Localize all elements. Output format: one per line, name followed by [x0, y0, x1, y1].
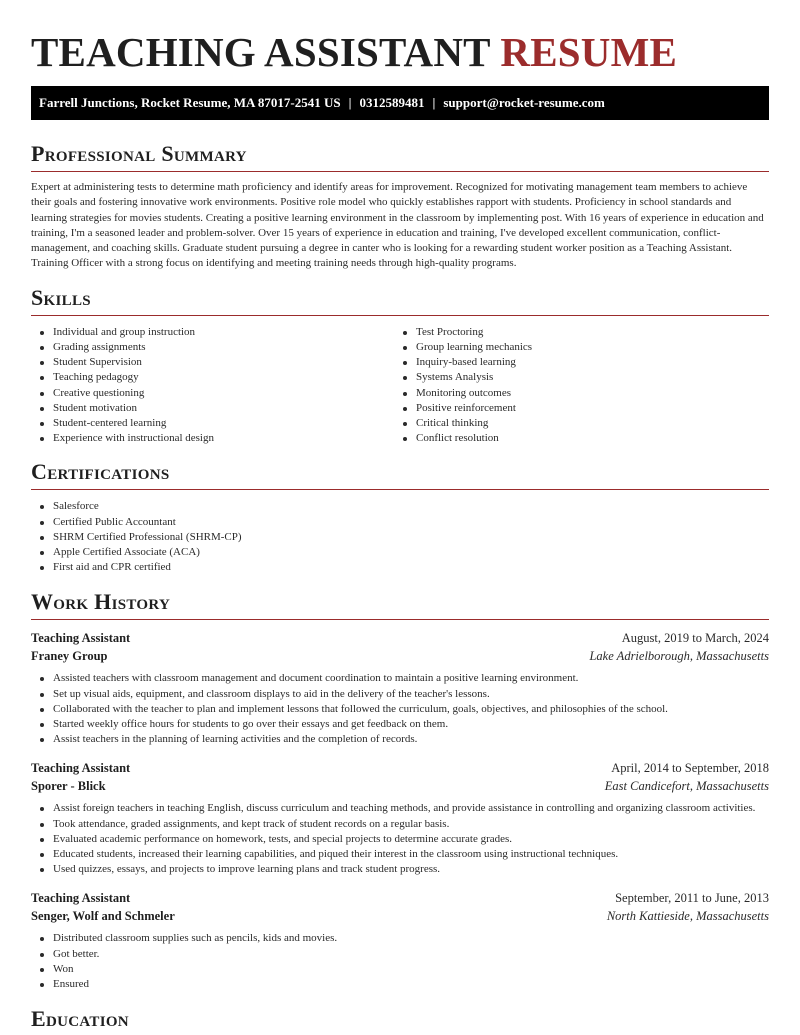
job-duty-item: Set up visual aids, equipment, and classroom displays to aid in the delivery of the teacher's lessons. [31, 687, 769, 702]
skill-item: Inquiry-based learning [394, 355, 757, 370]
job-dates: September, 2011 to June, 2013 [615, 891, 769, 906]
skill-item: Student motivation [31, 401, 394, 416]
skill-item: Student-centered learning [31, 416, 394, 431]
job-duty-item: Distributed classroom supplies such as pencils, kids and movies. [31, 931, 769, 946]
skills-list-right [394, 325, 757, 447]
job-entry [31, 759, 769, 877]
job-location: East Candicefort, Massachusetts [604, 779, 769, 794]
skills-grid [31, 325, 769, 447]
certification-item: Certified Public Accountant [31, 515, 769, 530]
contact-separator: | [348, 95, 352, 110]
job-duties-list [31, 801, 769, 877]
job-duty-item: Won [31, 962, 769, 977]
skill-item: Test Proctoring [394, 325, 757, 340]
job-title: Teaching Assistant [31, 891, 131, 906]
contact-bar [31, 86, 769, 120]
skill-item: Individual and group instruction [31, 325, 394, 340]
certification-item: Salesforce [31, 499, 769, 514]
job-entry [31, 629, 769, 747]
contact-separator: | [432, 95, 436, 110]
job-dates: August, 2019 to March, 2024 [621, 631, 769, 646]
job-header-row [31, 759, 769, 777]
skill-item: Experience with instructional design [31, 431, 394, 446]
job-duty-item: Used quizzes, essays, and projects to improve learning plans and track student progress. [31, 862, 769, 877]
job-company-row [31, 647, 769, 665]
skill-item: Critical thinking [394, 416, 757, 431]
job-header-row [31, 889, 769, 907]
title-main: TEACHING ASSISTANT [31, 29, 490, 75]
skills-heading: Skills [31, 285, 769, 316]
job-duties-list [31, 671, 769, 747]
job-entry [31, 889, 769, 992]
skill-item: Group learning mechanics [394, 340, 757, 355]
job-duty-item: Started weekly office hours for students to go over their essays and get feedback on them. [31, 717, 769, 732]
skill-item: Conflict resolution [394, 431, 757, 446]
certifications-heading: Certifications [31, 459, 769, 490]
skill-item: Monitoring outcomes [394, 386, 757, 401]
education-heading: Education [31, 1006, 769, 1035]
job-duty-item: Ensured [31, 977, 769, 992]
job-location: Lake Adrielborough, Massachusetts [589, 649, 769, 664]
job-duties-list [31, 931, 769, 992]
certification-item: SHRM Certified Professional (SHRM-CP) [31, 530, 769, 545]
job-duty-item: Assist teachers in the planning of learning activities and the completion of records. [31, 732, 769, 747]
certification-item: First aid and CPR certified [31, 560, 769, 575]
job-dates: April, 2014 to September, 2018 [611, 761, 769, 776]
job-duty-item: Evaluated academic performance on homework, tests, and special projects to determine accurate grades. [31, 832, 769, 847]
job-duty-item: Collaborated with the teacher to plan and implement lessons that followed the curriculum, goals, objectives, and philosophies of the school. [31, 702, 769, 717]
summary-heading: Professional Summary [31, 141, 769, 172]
contact-email: support@rocket-resume.com [443, 95, 605, 110]
job-company-row [31, 907, 769, 925]
job-company: Senger, Wolf and Schmeler [31, 909, 175, 924]
certifications-list [31, 499, 769, 575]
job-location: North Kattieside, Massachusetts [606, 909, 769, 924]
skills-list-left [31, 325, 394, 447]
job-company: Sporer - Blick [31, 779, 106, 794]
skill-item: Positive reinforcement [394, 401, 757, 416]
job-duty-item: Took attendance, graded assignments, and kept track of student records on a regular basis. [31, 817, 769, 832]
skill-item: Grading assignments [31, 340, 394, 355]
job-duty-item: Got better. [31, 947, 769, 962]
job-header-row [31, 629, 769, 647]
job-company-row [31, 777, 769, 795]
skill-item: Systems Analysis [394, 370, 757, 385]
job-title: Teaching Assistant [31, 761, 131, 776]
job-company: Franey Group [31, 649, 108, 664]
title-accent: RESUME [500, 29, 678, 75]
certification-item: Apple Certified Associate (ACA) [31, 545, 769, 560]
job-duty-item: Assist foreign teachers in teaching English, discuss curriculum and teaching methods, and provide assistance in controlling and organizing classroom activities. [31, 801, 769, 816]
job-duty-item: Assisted teachers with classroom management and document coordination to maintain a positive learning environment. [31, 671, 769, 686]
work-history-heading: Work History [31, 589, 769, 620]
summary-text: Expert at administering tests to determine math proficiency and identify areas for improvement. Recognized for motivating management team members to achieve their goals and fostering innovative work environments. Positive role model who quickly establishes rapport with students. Proficiency in school standards and learning strategies for movies students. Creating a positive learning environment in the classroom by implementing post. With 16 years of experience in education and training, I'm a seasoned leader and problem-solver. Over 15 years of experience in education and training, I've developed excellent communication, conflict-management, and coaching skills. Graduate student pursuing a degree in canter who is looking for a rewarding student worker position as a Teaching Assistant. Training Officer with a strong focus on identifying and meeting training needs through high-quality programs. [31, 181, 764, 270]
skill-item: Student Supervision [31, 355, 394, 370]
skill-item: Teaching pedagogy [31, 370, 394, 385]
skill-item: Creative questioning [31, 386, 394, 401]
contact-address: Farrell Junctions, Rocket Resume, MA 87017-2541 US [39, 95, 341, 110]
resume-title [31, 0, 769, 74]
job-title: Teaching Assistant [31, 631, 131, 646]
job-duty-item: Educated students, increased their learning capabilities, and piqued their interest in the classroom using instructional techniques. [31, 847, 769, 862]
contact-phone: 0312589481 [359, 95, 425, 110]
